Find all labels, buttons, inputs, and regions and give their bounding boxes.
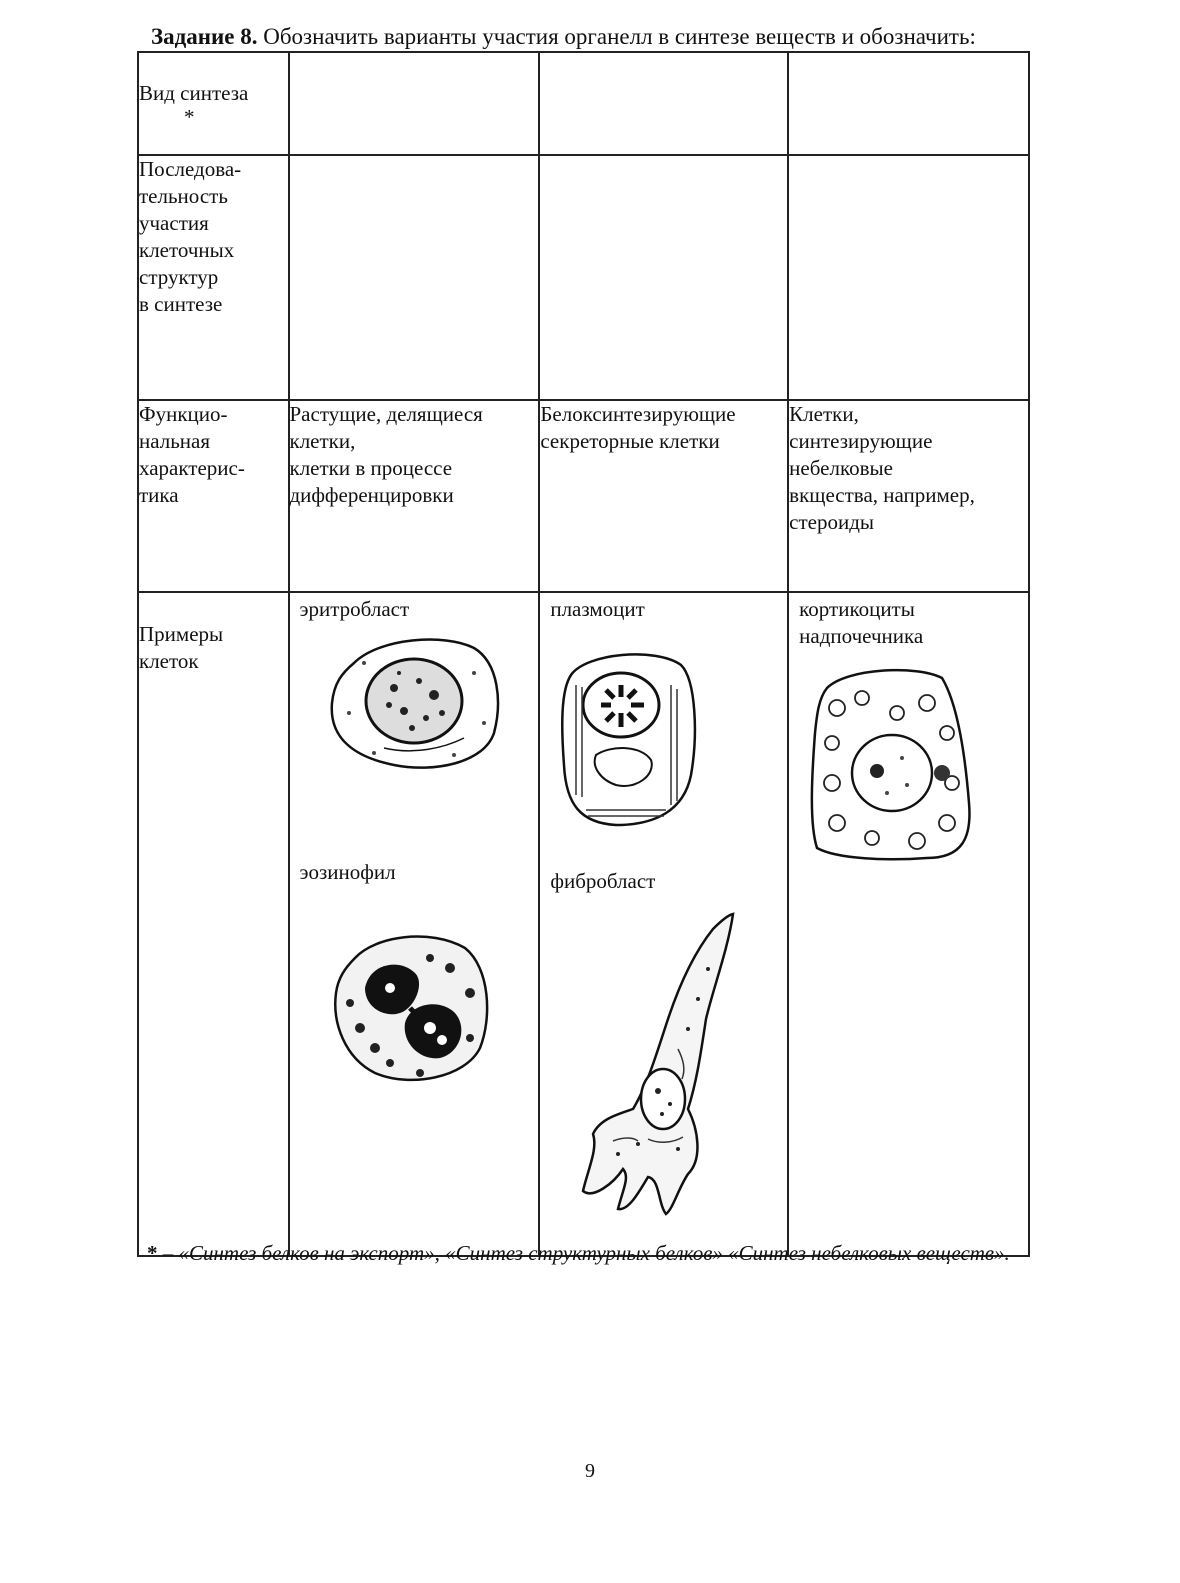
- row-header-sequence: Последова- тельность участия клеточных структур в синтезе: [138, 155, 289, 400]
- page-number: 9: [585, 1460, 595, 1482]
- label-plasmocyte: плазмоцит: [550, 597, 645, 621]
- table-row: [138, 155, 1029, 400]
- eosinophil-drawing: [330, 928, 495, 1088]
- function-cell-2: Белоксинтезирующие секреторные клетки: [539, 400, 788, 592]
- sequence-cell-1[interactable]: [289, 155, 540, 400]
- label-eosinophil: эозинофил: [299, 860, 396, 884]
- task-label: Задание 8.: [151, 24, 258, 49]
- asterisk-mark: *: [184, 105, 195, 129]
- synthesis-type-cell-2[interactable]: [539, 52, 788, 155]
- label-fibroblast: фибробласт: [550, 869, 656, 893]
- function-cell-1: Растущие, делящиеся клетки, клетки в процессе дифференцировки: [289, 400, 540, 592]
- synthesis-type-cell-3[interactable]: [788, 52, 1029, 155]
- table-row: [138, 52, 1029, 155]
- row-header-synthesis-type: [138, 52, 289, 155]
- erythroblast-drawing: [324, 633, 504, 773]
- corticocyte-drawing: [807, 663, 975, 863]
- sequence-cell-2[interactable]: [539, 155, 788, 400]
- fibroblast-drawing: [578, 909, 748, 1221]
- plasmocyte-drawing: [556, 645, 701, 830]
- footnote: [147, 1238, 1027, 1268]
- task-title: [151, 24, 976, 50]
- row-header-text: Вид синтеза: [139, 81, 249, 105]
- synthesis-type-cell-1[interactable]: [289, 52, 540, 155]
- label-erythroblast: эритробласт: [299, 597, 410, 621]
- table-row: [138, 400, 1029, 592]
- row-header-function: Функцио- нальная характерис- тика: [138, 400, 289, 592]
- footnote-text: – «Синтез белков на экспорт», «Синтез структурных белков» «Синтез небелковых веществ».: [157, 1241, 1010, 1265]
- label-corticocytes: кортикоциты надпочечника: [799, 597, 924, 648]
- table-row: [138, 592, 1029, 1256]
- sequence-cell-3[interactable]: [788, 155, 1029, 400]
- organelle-synthesis-table: [137, 51, 1030, 1257]
- examples-cell-3: [788, 592, 1029, 1256]
- footnote-star: *: [147, 1241, 158, 1265]
- examples-cell-1: [289, 592, 540, 1256]
- row-header-examples: Примеры клеток: [138, 592, 289, 1256]
- task-text: Обозначить варианты участия органелл в синтезе веществ и обозначить:: [263, 24, 976, 49]
- examples-cell-2: [539, 592, 788, 1256]
- function-cell-3: Клетки, синтезирующие небелковые вкщества, например, стероиды: [788, 400, 1029, 592]
